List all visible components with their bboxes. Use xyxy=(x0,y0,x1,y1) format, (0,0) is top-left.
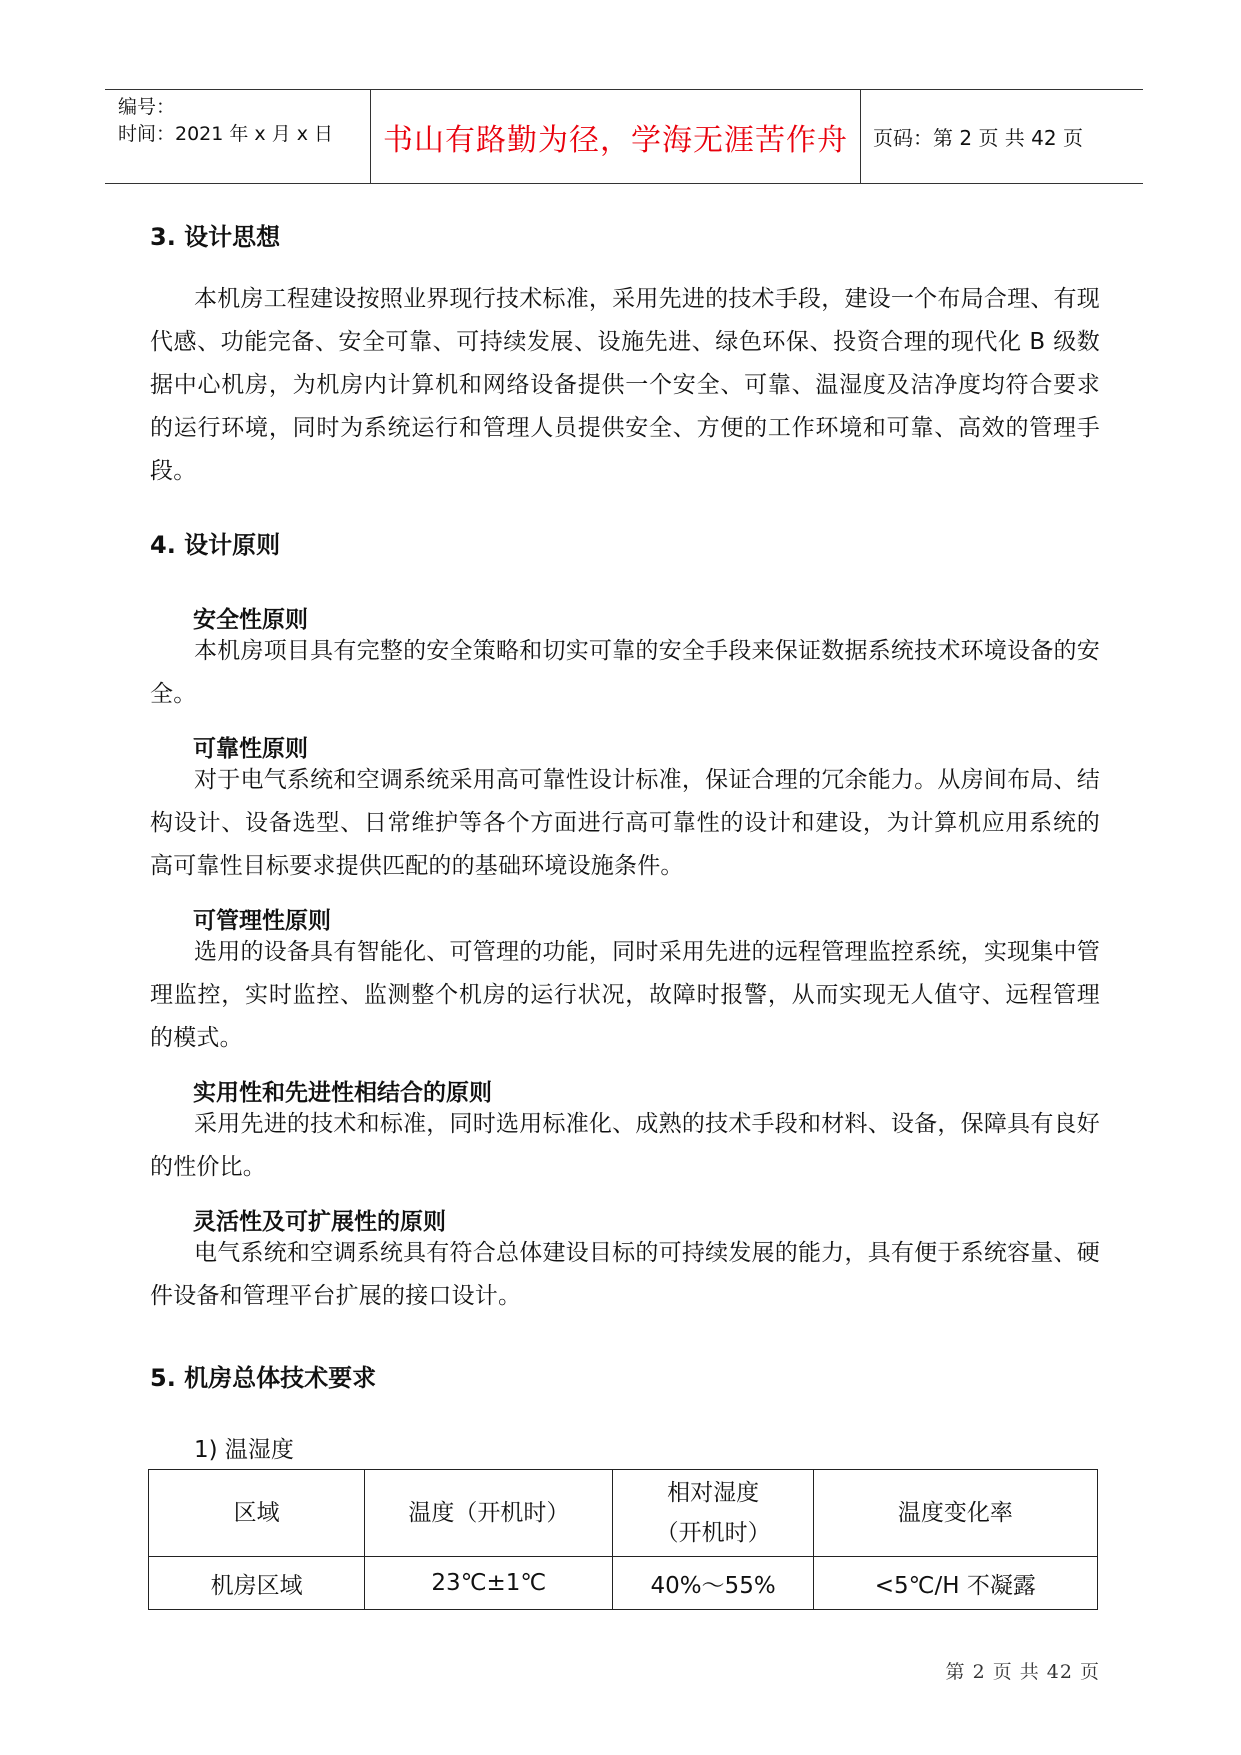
header-divider xyxy=(860,90,861,183)
section-5-title: 5. 机房总体技术要求 xyxy=(150,1364,377,1392)
table-cell: 40%～55% xyxy=(613,1557,813,1610)
page-footer: 第 2 页 共 42 页 xyxy=(945,1661,1100,1683)
principle-text: 对于电气系统和空调系统采用高可靠性设计标准，保证合理的冗余能力。从房间布局、结构设计、设备选型、日常维护等各个方面进行高可靠性的设计和建设，为计算机应用系统的高可靠性目标要求提供匹配的的基础环境设施条件。 xyxy=(150,767,1100,879)
document-number-label: 编号： xyxy=(118,96,176,118)
table-row xyxy=(149,1557,1098,1610)
principle-text: 采用先进的技术和标准，同时选用标准化、成熟的技术手段和材料、设备，保障具有良好的性价比。 xyxy=(150,1111,1100,1180)
section-3-title: 3. 设计思想 xyxy=(150,223,281,251)
header-meta xyxy=(118,94,368,180)
principle-heading: 可管理性原则 xyxy=(193,908,331,934)
table-header-cell xyxy=(613,1470,813,1557)
table-cell: 机房区域 xyxy=(149,1557,365,1610)
header-page-info: 页码：第 2 页 共 42 页 xyxy=(873,126,1083,150)
principle-heading: 实用性和先进性相结合的原则 xyxy=(193,1080,492,1106)
principle-text: 电气系统和空调系统具有符合总体建设目标的可持续发展的能力，具有便于系统容量、硬件设备和管理平台扩展的接口设计。 xyxy=(150,1240,1100,1309)
principle-heading: 灵活性及可扩展性的原则 xyxy=(193,1209,446,1235)
principle-text: 本机房项目具有完整的安全策略和切实可靠的安全手段来保证数据系统技术环境设备的安全。 xyxy=(150,638,1100,707)
page-header xyxy=(105,89,1143,184)
subsection-item: 1) 温湿度 xyxy=(194,1437,294,1463)
section-3-paragraph: 本机房工程建设按照业界现行技术标准，采用先进的技术手段，建设一个布局合理、有现代感、功能完备、安全可靠、可持续发展、设施先进、绿色环保、投资合理的现代化 B 级数据中心机房，为机房内计算机和网络设备提供一个安全、可靠、温湿度及洁净度均符合要求的运行环境，同时为系统运行和管理人员提供安全、方便的工作环境和可靠、高效的管理手段。 xyxy=(150,286,1100,484)
principle-heading: 可靠性原则 xyxy=(193,736,308,762)
table-header-cell: 区域 xyxy=(149,1470,365,1557)
principle-heading: 安全性原则 xyxy=(193,607,308,633)
table-header-cell: 温度（开机时） xyxy=(365,1470,613,1557)
principle-text: 选用的设备具有智能化、可管理的功能，同时采用先进的远程管理监控系统，实现集中管理监控，实时监控、监测整个机房的运行状况，故障时报警，从而实现无人值守、远程管理的模式。 xyxy=(150,939,1100,1051)
table-header-line: （开机时） xyxy=(655,1520,771,1546)
table-header-cell: 温度变化率 xyxy=(813,1470,1097,1557)
table-header-row xyxy=(149,1470,1098,1557)
table-header-line: 相对湿度 xyxy=(667,1480,760,1506)
table-cell: 23℃±1℃ xyxy=(365,1557,613,1610)
table-cell: <5℃/H 不凝露 xyxy=(813,1557,1097,1610)
document-time-label: 时间：2021 年 x 月 x 日 xyxy=(118,123,334,145)
section-4-title: 4. 设计原则 xyxy=(150,531,281,559)
header-motto: 书山有路勤为径，学海无涯苦作舟 xyxy=(383,122,848,158)
temperature-humidity-table xyxy=(148,1469,1098,1610)
